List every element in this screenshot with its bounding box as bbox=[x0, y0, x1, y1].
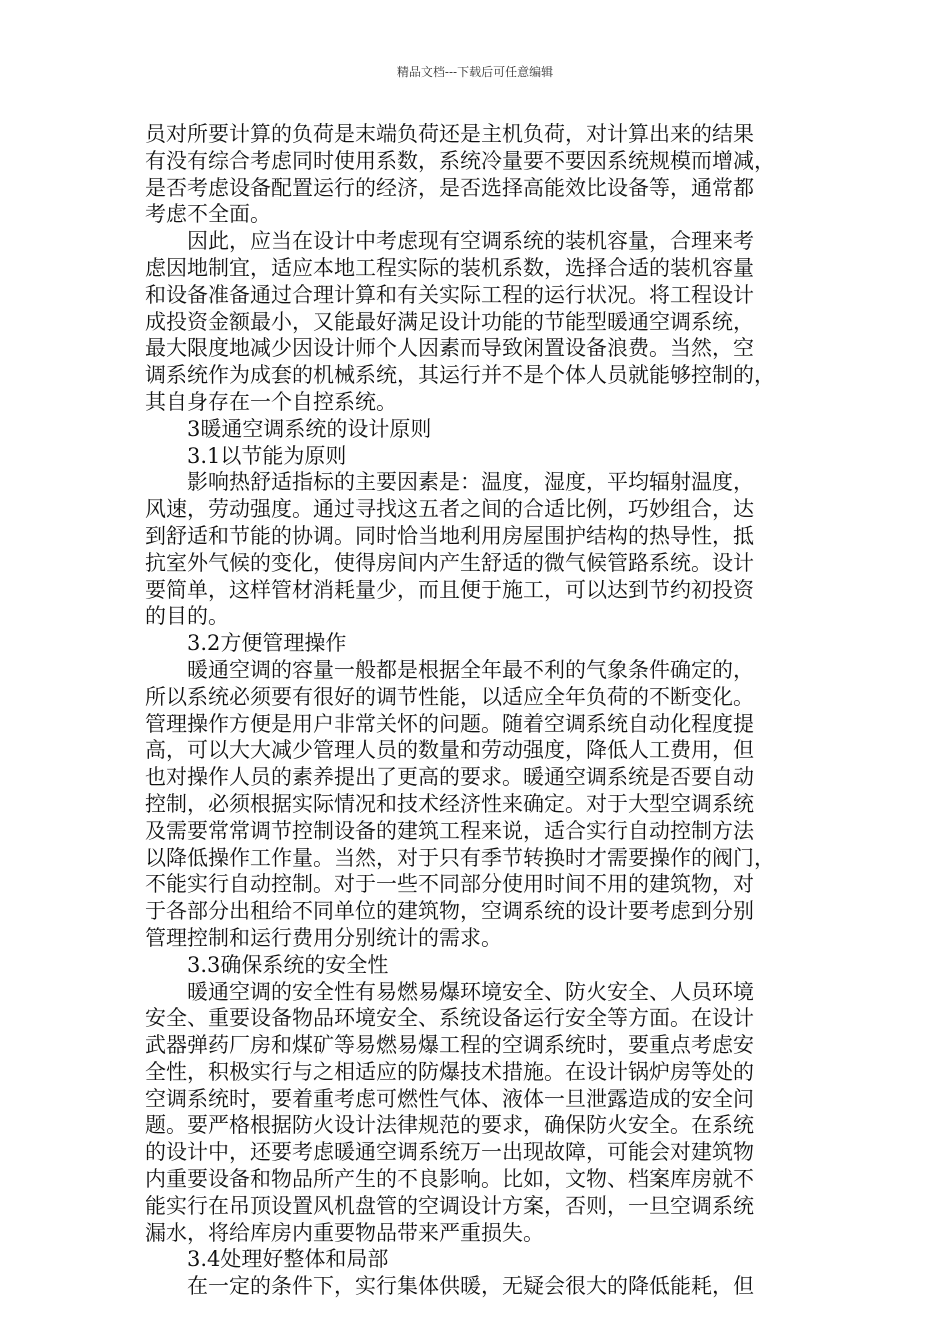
text-line: 暖通空调的容量一般都是根据全年最不利的气象条件确定的， bbox=[187, 657, 754, 682]
page-header: 精品文档---下载后可任意编辑 bbox=[396, 65, 554, 79]
text-line: 要简单，这样管材消耗量少，而且便于施工，可以达到节约初投资 bbox=[145, 577, 754, 602]
text-line: 是否考虑设备配置运行的经济，是否选择高能效比设备等，通常都 bbox=[145, 175, 754, 200]
text-line: 于各部分出租给不同单位的建筑物，空调系统的设计要考虑到分别 bbox=[145, 899, 754, 924]
text-line: 到舒适和节能的协调。同时恰当地利用房屋围护结构的热导性，抵 bbox=[145, 523, 754, 548]
text-line: 空调系统时，要着重考虑可燃性气体、液体一旦泄露造成的安全问 bbox=[145, 1086, 754, 1111]
text-line: 管理控制和运行费用分别统计的需求。 bbox=[145, 925, 502, 950]
text-line: 3.4处理好整体和局部 bbox=[187, 1247, 389, 1272]
text-line: 也对操作人员的素养提出了更高的要求。暖通空调系统是否要自动 bbox=[145, 765, 754, 790]
text-line: 武器弹药厂房和煤矿等易燃易爆工程的空调系统时，要重点考虑安 bbox=[145, 1033, 754, 1058]
text-line: 在一定的条件下，实行集体供暖，无疑会很大的降低能耗，但 bbox=[187, 1274, 754, 1299]
text-line: 虑因地制宜，适应本地工程实际的装机系数，选择合适的装机容量 bbox=[145, 255, 754, 280]
text-line: 管理操作方便是用户非常关怀的问题。随着空调系统自动化程度提 bbox=[145, 711, 754, 736]
text-line: 高，可以大大减少管理人员的数量和劳动强度，降低人工费用，但 bbox=[145, 738, 754, 763]
text-line: 成投资金额最小，又能最好满足设计功能的节能型暖通空调系统， bbox=[145, 309, 754, 334]
text-line: 有没有综合考虑同时使用系数，系统冷量要不要因系统规模而增减， bbox=[145, 148, 775, 173]
text-line: 其自身存在一个自控系统。 bbox=[145, 389, 397, 414]
text-line: 控制，必须根据实际情况和技术经济性来确定。对于大型空调系统 bbox=[145, 791, 754, 816]
text-line: 全性，积极实行与之相适应的防爆技术措施。在设计锅炉房等处的 bbox=[145, 1059, 754, 1084]
text-line: 调系统作为成套的机械系统，其运行并不是个体人员就能够控制的， bbox=[145, 363, 775, 388]
text-line: 所以系统必须要有很好的调节性能，以适应全年负荷的不断变化。 bbox=[145, 684, 754, 709]
text-line: 题。要严格根据防火设计法律规范的要求，确保防火安全。在系统 bbox=[145, 1113, 754, 1138]
text-line: 和设备准备通过合理计算和有关实际工程的运行状况。将工程设计 bbox=[145, 282, 754, 307]
text-line: 3暖通空调系统的设计原则 bbox=[187, 416, 432, 441]
text-line: 影响热舒适指标的主要因素是：温度，湿度，平均辐射温度， bbox=[187, 470, 754, 495]
text-line: 不能实行自动控制。对于一些不同部分使用时间不用的建筑物，对 bbox=[145, 872, 754, 897]
text-line: 内重要设备和物品所产生的不良影响。比如，文物、档案库房就不 bbox=[145, 1167, 754, 1192]
text-line: 员对所要计算的负荷是末端负荷还是主机负荷，对计算出来的结果 bbox=[145, 122, 754, 146]
text-line: 考虑不全面。 bbox=[145, 202, 271, 227]
text-line: 最大限度地减少因设计师个人因素而导致闲置设备浪费。当然，空 bbox=[145, 336, 754, 361]
text-line: 3.1以节能为原则 bbox=[187, 443, 347, 468]
text-line: 3.3确保系统的安全性 bbox=[187, 952, 389, 977]
text-line: 因此，应当在设计中考虑现有空调系统的装机容量，合理来考 bbox=[187, 229, 754, 254]
text-line: 及需要常常调节控制设备的建筑工程来说，适合实行自动控制方法 bbox=[145, 818, 754, 843]
text-line: 安全、重要设备物品环境安全、系统设备运行安全等方面。在设计 bbox=[145, 1006, 754, 1031]
text-line: 的设计中，还要考虑暖通空调系统万一出现故障，可能会对建筑物 bbox=[145, 1140, 754, 1165]
text-line: 3.2方便管理操作 bbox=[187, 631, 347, 656]
text-line: 暖通空调的安全性有易燃易爆环境安全、防火安全、人员环境 bbox=[187, 979, 754, 1004]
text-line: 抗室外气候的变化，使得房间内产生舒适的微气候管路系统。设计 bbox=[145, 550, 754, 575]
text-line: 能实行在吊顶设置风机盘管的空调设计方案，否则，一旦空调系统 bbox=[145, 1193, 754, 1218]
text-line: 风速，劳动强度。通过寻找这五者之间的合适比例，巧妙组合，达 bbox=[145, 497, 754, 522]
text-line: 的目的。 bbox=[145, 604, 229, 629]
text-line: 漏水，将给库房内重要物品带来严重损失。 bbox=[145, 1220, 544, 1245]
document-body bbox=[145, 121, 795, 1300]
text-line: 以降低操作工作量。当然，对于只有季节转换时才需要操作的阀门， bbox=[145, 845, 775, 870]
